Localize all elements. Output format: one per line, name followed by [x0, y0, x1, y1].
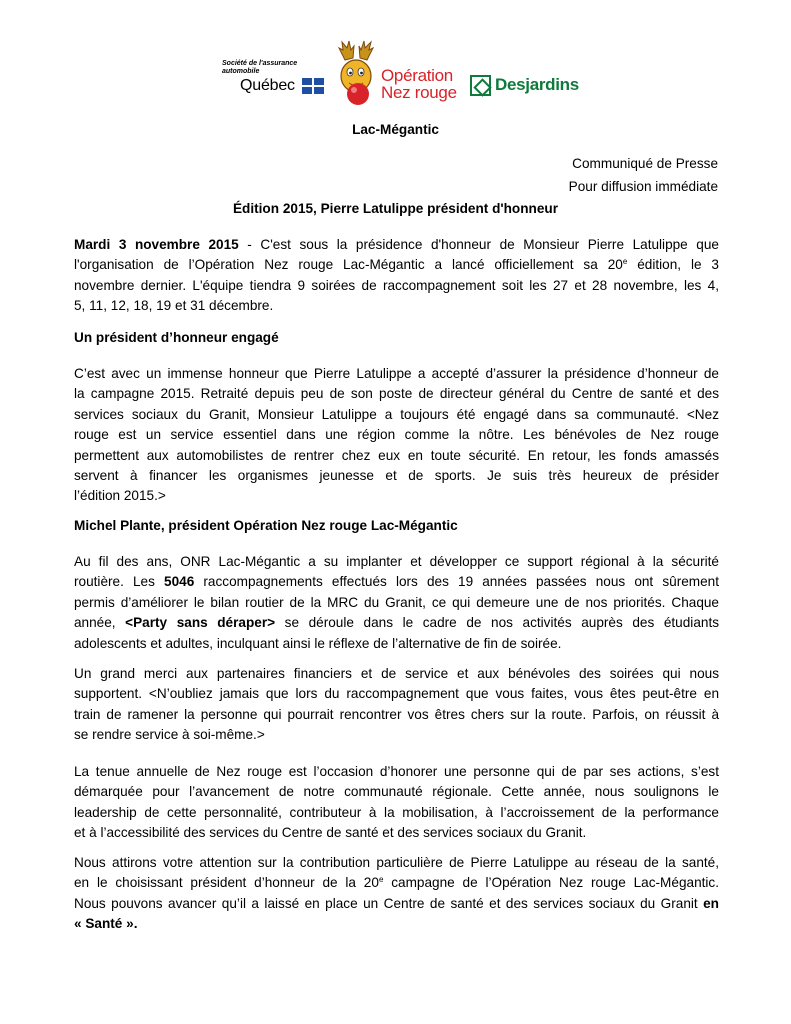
contribution-paragraph: Nous attirons votre attention sur la contribution particulière de Pierre Latulippe au réseau de la santé, en le choisissant président d’honneur de la 20e campagne de l’Opération Nez rouge Lac-Mégantic. Nous pouvons avancer qu’il a laissé en place un Centre de santé et des services sociaux du Granit en « Santé ». — [74, 855, 719, 932]
desjardins-logo — [470, 75, 580, 99]
annual-event-paragraph: La tenue annuelle de Nez rouge est l’occasion d’honorer une personne qui de par ses actions, s’est démarquée pour l’avancement de notre communauté régionale. Cette année, nous soulignons le leadership de cette personnalité, contributeur à la mobilisation, à l’accroissement de la performance et à l’accessibilité des services du Centre de santé et des services sociaux du Granit. — [74, 764, 719, 841]
desjardins-icon — [470, 75, 491, 96]
release-date: Mardi 3 novembre 2015 — [74, 237, 239, 252]
reindeer-icon — [333, 38, 383, 113]
section-heading: Michel Plante, président Opération Nez rouge Lac-Mégantic — [74, 518, 458, 533]
desjardins-wordmark: Desjardins — [495, 75, 579, 94]
intro-paragraph: Mardi 3 novembre 2015 - C'est sous la présidence d'honneur de Monsieur Pierre Latulippe que l'organisation de l’Opération Nez rouge Lac-Mégantic a lancé officiellement sa 20e édition, le 3 novembre dernier. L'équipe tiendra 9 soirées de raccompagnement soit les 27 et 28 novembre, les 4, 5, 11, 12, 18, 19 et 31 décembre. — [74, 237, 719, 314]
saaq-quebec-wordmark: Québec — [240, 77, 295, 94]
saaq-logo — [222, 60, 330, 100]
history-paragraph: Au fil des ans, ONR Lac-Mégantic a su implanter et développer ce support régional à la sécurité routière. Les 5046 raccompagnements effectués lors des 19 années passées nous ont sûrement permis d’améliorer le bilan routier de la MRC du Granit, ce qui demeure une de nos priorités. Chaque année, <Party sans déraper> se déroule dans le cadre de nos activités auprès des étudiants adolescents et adultes, inculquant ainsi le réflexe de l’alternative de fin de soirée. — [74, 554, 720, 651]
saaq-tagline: Société de l'assurance automobile — [222, 60, 298, 75]
onr-wordmark-line1: Opération — [381, 66, 453, 85]
operation-nez-rouge-logo — [333, 38, 463, 113]
location-heading: Lac-Mégantic — [352, 122, 439, 137]
release-title: Édition 2015, Pierre Latulippe président d'honneur — [232, 201, 558, 216]
quebec-flag-icon — [302, 78, 324, 94]
rides-count: 5046 — [164, 574, 195, 590]
partner-logos — [0, 38, 791, 118]
release-type: Communiqué de Presse — [572, 156, 718, 171]
release-timing: Pour diffusion immédiate — [568, 179, 718, 194]
section-heading: Un président d’honneur engagé — [74, 330, 279, 345]
onr-wordmark-line2: Nez rouge — [381, 83, 457, 102]
honorary-president-paragraph: C’est avec un immense honneur que Pierre Latulippe a accepté d’assurer la présidence d’honneur de la campagne 2015. Retraité depuis peu de son poste de directeur général du Centre de santé et des services sociaux du Granit, Monsieur Latulippe a toujours été engagé dans sa communauté. <Nez rouge est un service essentiel dans une région comme la nôtre. Les bénévoles de Nez rouge permettent aux automobilistes de rentrer chez eux en toute sécurité. En retour, les fonds amassés servent à financer les organismes jeunesse et de sports. Je suis très heureux de présider l’édition 2015.> — [74, 366, 719, 504]
program-name: <Party sans déraper> — [125, 615, 276, 631]
thanks-paragraph: Un grand merci aux partenaires financiers et de service et aux bénévoles des soirées qui nous supportent. <N’oubliez jamais que lors du raccompagnement que vous faites, vous êtes peut-être en train de ramener la personne qui pourrait rencontrer vos êtres chers sur la route. Parfois, on réussit à se rendre service à soi-même.> — [74, 666, 719, 743]
